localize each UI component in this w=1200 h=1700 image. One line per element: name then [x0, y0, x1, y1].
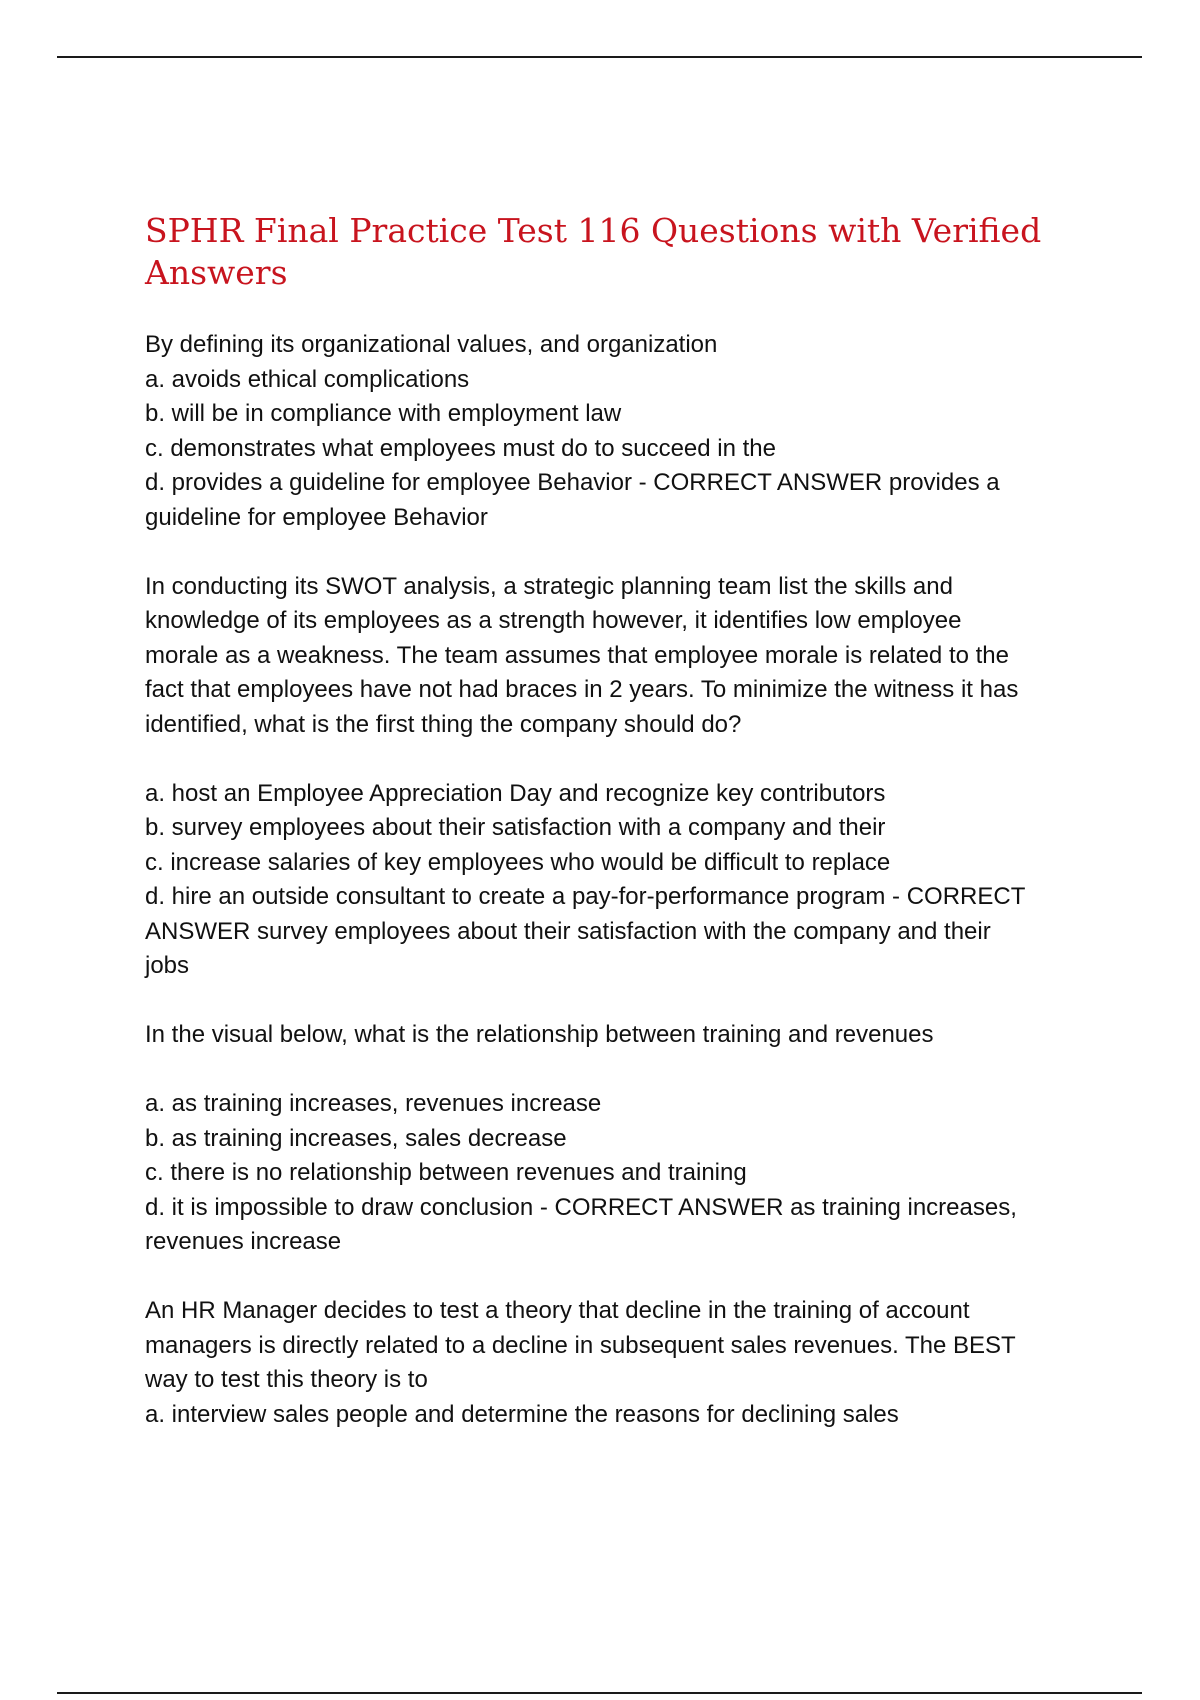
text-line: a. host an Employee Appreciation Day and recognize key contributors: [145, 779, 886, 807]
paragraph-gap: [145, 742, 1095, 777]
text-line: c. demonstrates what employees must do to succeed in the: [145, 434, 776, 462]
text-line: By defining its organizational values, and organization: [145, 331, 718, 358]
question-block: [145, 328, 1095, 1432]
text-line: fact that employees have not had braces in 2 years. To minimize the witness it has: [145, 676, 1019, 703]
text-line: b. will be in compliance with employment law: [145, 400, 622, 427]
paragraph-gap: [145, 535, 1095, 570]
title-line-2: Answers: [145, 253, 288, 292]
text-line: way to test this theory is to: [145, 1366, 428, 1393]
bottom-rule: [57, 1692, 1142, 1694]
text-line: a. interview sales people and determine the reasons for declining sales: [145, 1400, 899, 1428]
text-line: revenues increase: [145, 1228, 342, 1255]
paragraph-gap: [145, 1260, 1095, 1295]
text-line: b. survey employees about their satisfaction with a company and their: [145, 814, 886, 841]
title-line-1: SPHR Final Practice Test 116 Questions with Verified: [145, 211, 1042, 250]
text-line: c. there is no relationship between revenues and training: [145, 1159, 747, 1186]
paragraph-gap: [145, 984, 1095, 1019]
text-line: knowledge of its employees as a strength however, it identifies low employee: [145, 607, 962, 634]
document-title: [145, 210, 1095, 294]
text-line: managers is directly related to a decline in subsequent sales revenues. The BEST: [145, 1331, 1016, 1359]
text-line: In the visual below, what is the relationship between training and revenues: [145, 1021, 934, 1048]
document-body: [145, 210, 1095, 1432]
text-line: guideline for employee Behavior: [145, 503, 488, 531]
top-rule: [57, 56, 1142, 58]
text-line: In conducting its SWOT analysis, a strategic planning team list the skills and: [145, 572, 953, 600]
text-line: jobs: [145, 952, 190, 979]
text-line: b. as training increases, sales decrease: [145, 1124, 567, 1152]
text-line: ANSWER survey employees about their satisfaction with the company and their: [145, 917, 991, 945]
text-line: morale as a weakness. The team assumes that employee morale is related to the: [145, 641, 1009, 669]
text-line: d. hire an outside consultant to create a pay-for-performance program - CORRECT: [145, 883, 1026, 910]
text-line: An HR Manager decides to test a theory that decline in the training of account: [145, 1297, 970, 1324]
text-line: d. it is impossible to draw conclusion - CORRECT ANSWER as training increases,: [145, 1193, 1017, 1221]
paragraph-gap: [145, 1053, 1095, 1088]
text-line: c. increase salaries of key employees who would be difficult to replace: [145, 848, 891, 876]
text-line: a. as training increases, revenues increase: [145, 1090, 602, 1117]
text-line: identified, what is the first thing the company should do?: [145, 710, 742, 738]
text-line: d. provides a guideline for employee Behavior - CORRECT ANSWER provides a: [145, 469, 1000, 496]
text-line: a. avoids ethical complications: [145, 365, 470, 393]
